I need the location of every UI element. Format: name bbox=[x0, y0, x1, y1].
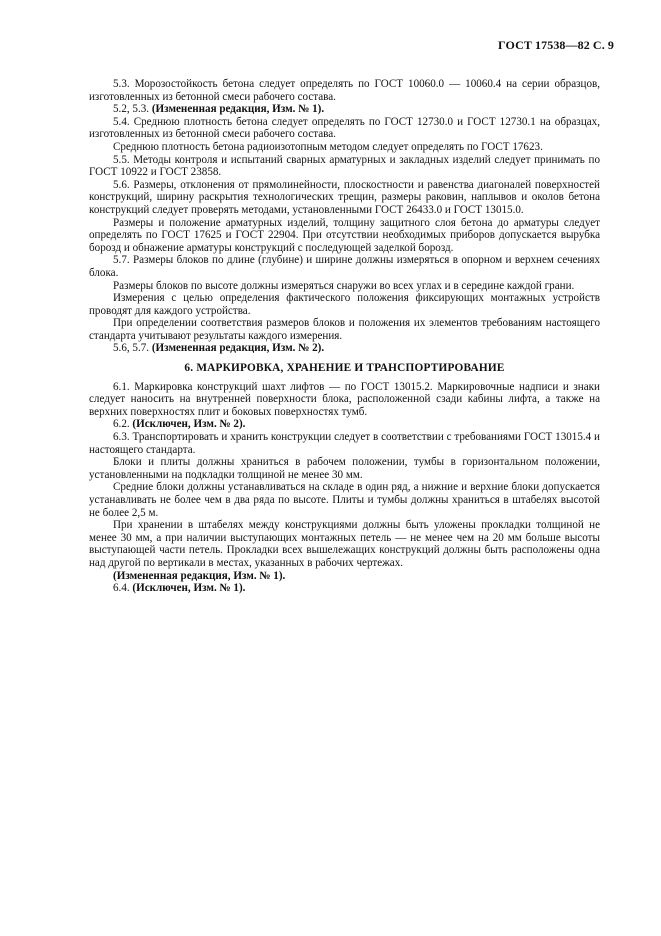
paragraph: При хранении в штабелях между конструкциями должны быть уложены прокладки толщиной не менее 30 мм, а при наличии выступающих монтажных петель — не менее чем на 20 мм больше высоты выступающей части петель. Прокладки всех вышележащих конструкций должны быть расположены одна над другой по вертикали в местах, указанных в рабочих чертежах. bbox=[89, 519, 600, 569]
paragraph: (Измененная редакция, Изм. № 1). bbox=[113, 569, 286, 582]
paragraph: 5.4. Среднюю плотность бетона следует определять по ГОСТ 12730.0 и ГОСТ 12730.1 на образцах, изготовленных из бетонной смеси рабочего состава. bbox=[89, 115, 600, 141]
section-5-continued bbox=[89, 78, 600, 355]
paragraph: 5.6, 5.7. (Измененная редакция, Изм. № 2). bbox=[113, 342, 325, 355]
paragraph: Измерения с целью определения фактического положения фиксирующих монтажных устройств проводят для каждого устройства. bbox=[89, 292, 600, 317]
paragraph: 6.3. Транспортировать и хранить конструкции следует в соответствии с требованиями ГОСТ 13015.4 и настоящего стандарта. bbox=[89, 431, 600, 456]
paragraph: Блоки и плиты должны храниться в рабочем положении, тумбы в горизонтальном положении, установленными на подкладки толщиной не менее 30 мм. bbox=[89, 456, 600, 481]
paragraph: Размеры блоков по высоте должны измеряться снаружи во всех углах и в середине каждой грани. bbox=[113, 279, 575, 292]
paragraph: Размеры и положение арматурных изделий, толщину защитного слоя бетона до арматуры следует определять по ГОСТ 17625 и ГОСТ 22904. При отсутствии необходимых приборов допускается вырубка борозд и обнажение арматуры конструкций с последующей заделкой борозд. bbox=[89, 216, 600, 254]
paragraph: 6.1. Маркировка конструкций шахт лифтов — по ГОСТ 13015.2. Маркировочные надписи и знаки следует наносить на внутренней поверхности блока, расположенной сзади кабины лифта, а также на верхних поверхностях плит и боковых поверхностях тумб. bbox=[89, 380, 600, 418]
paragraph: 6.2. (Исключен, Изм. № 2). bbox=[113, 418, 246, 431]
paragraph: 5.5. Методы контроля и испытаний сварных арматурных и закладных изделий следует принимать по ГОСТ 10922 и ГОСТ 23858. bbox=[89, 153, 600, 179]
paragraph: 6.4. (Исключен, Изм. № 1). bbox=[113, 582, 246, 595]
section-6 bbox=[89, 381, 600, 595]
paragraph: Средние блоки должны устанавливаться на складе в один ряд, а нижние и верхние блоки допускается устанавливать не более чем в два ряда по высоте. Плиты и тумбы должны храниться в штабелях высотой не более 2,5 м. bbox=[89, 481, 600, 519]
document-body bbox=[89, 78, 600, 595]
paragraph: Среднюю плотность бетона радиоизотопным методом следует определять по ГОСТ 17623. bbox=[113, 140, 543, 153]
section-title: 6. МАРКИРОВКА, ХРАНЕНИЕ И ТРАНСПОРТИРОВАНИЕ bbox=[184, 362, 505, 375]
paragraph: 5.3. Морозостойкость бетона следует определять по ГОСТ 10060.0 — 10060.4 на серии образцов, изготовленных из бетонной смеси рабочего состава. bbox=[89, 78, 600, 103]
paragraph: 5.6. Размеры, отклонения от прямолинейности, плоскостности и равенства диагоналей поверхностей конструкций, ширину раскрытия технологических трещин, размеры раковин, наплывов и околов бетона конструкций следует проверять методами, установленными ГОСТ 26433.0 и ГОСТ 13015.0. bbox=[89, 178, 600, 216]
page-header: ГОСТ 17538—82 С. 9 bbox=[498, 38, 614, 52]
paragraph: При определении соответствия размеров блоков и положения их элементов требованиям настоящего стандарта учитывают результаты каждого измерения. bbox=[89, 317, 600, 342]
paragraph: 5.2, 5.3. (Измененная редакция, Изм. № 1). bbox=[113, 103, 325, 116]
paragraph: 5.7. Размеры блоков по длине (глубине) и ширине должны измеряться в опорном и верхнем сечениях блока. bbox=[89, 254, 600, 279]
